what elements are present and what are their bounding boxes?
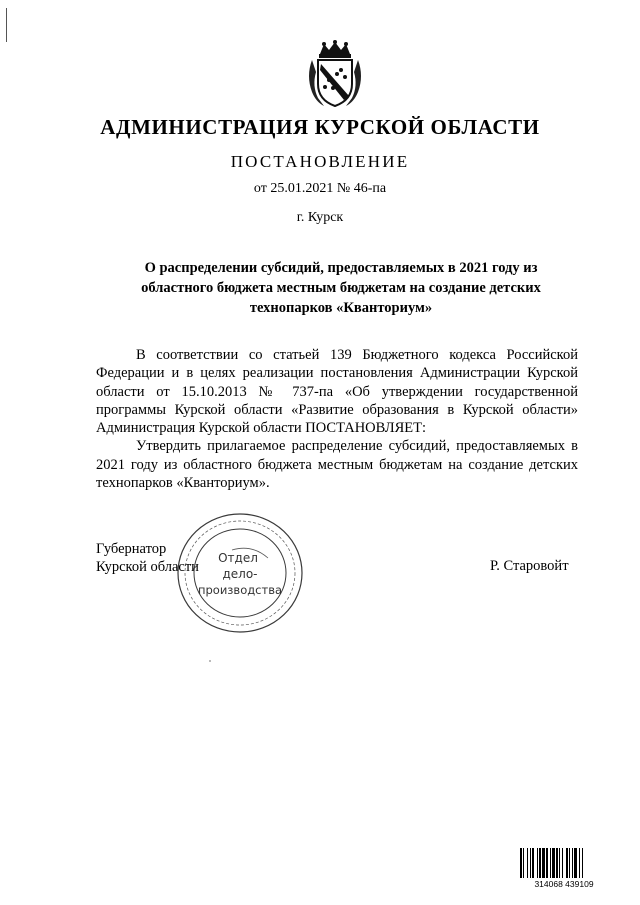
stamp-line-1: Отдел	[218, 551, 258, 565]
barcode-bar	[562, 848, 563, 878]
barcode-bar	[532, 848, 534, 878]
barcode-bar	[546, 848, 548, 878]
signer-name: Р. Старовойт	[490, 558, 569, 574]
barcode-bar	[552, 848, 555, 878]
document-city: г. Курск	[296, 210, 344, 225]
body-paragraph-2: Утвердить прилагаемое распределение субсидий, предоставляемых в 2021 году из областного бюджета местным бюджетам на создание детских технопарков «Кванториум».	[96, 438, 578, 492]
organization-title: АДМИНИСТРАЦИЯ КУРСКОЙ ОБЛАСТИ	[100, 115, 540, 139]
office-stamp	[174, 510, 306, 636]
barcode-bar	[550, 848, 551, 878]
barcode-bar	[542, 848, 545, 878]
document-type: ПОСТАНОВЛЕНИЕ	[230, 152, 410, 171]
barcode-bar	[527, 848, 528, 878]
stamp-line-2: дело-	[222, 567, 258, 581]
barcode-bars	[520, 848, 583, 878]
barcode-bar	[566, 848, 568, 878]
document-date-number: от 25.01.2021 № 46-па	[253, 181, 387, 196]
barcode-bar	[539, 848, 541, 878]
stamp-line-3: производства	[197, 583, 283, 597]
barcode-bar	[582, 848, 583, 878]
barcode-bar	[523, 848, 524, 878]
barcode-bar	[537, 848, 538, 878]
barcode-number: 314068 439109	[534, 879, 594, 889]
signer-title-line-1: Губернатор	[96, 541, 167, 557]
barcode-bar	[572, 848, 573, 878]
barcode-bar	[579, 848, 580, 878]
scan-edge-mark	[6, 8, 7, 42]
barcode-bar	[556, 848, 558, 878]
signer-title-line-2: Курской области	[96, 559, 199, 575]
document-body	[96, 346, 578, 492]
scan-dust-dot	[209, 660, 211, 662]
coat-of-arms-emblem	[306, 40, 364, 110]
barcode-bar	[574, 848, 577, 878]
document-subject: О распределении субсидий, предоставляемых в 2021 году из областного бюджета местным бюджетам на создание детских технопарков «Кванториум»	[141, 260, 541, 316]
barcode-bar	[520, 848, 522, 878]
body-paragraph-1: В соответствии со статьей 139 Бюджетного кодекса Российской Федерации и в целях реализации постановления Администрации Курской области от 15.10.2013 № 737-па «Об утверждении государственной программы Курской области «Развитие образования в Курской области» Администрация Курской области ПОСТАНОВЛЯЕТ:	[96, 347, 578, 437]
barcode-bar	[569, 848, 570, 878]
barcode	[519, 847, 609, 889]
barcode-bar	[559, 848, 560, 878]
barcode-bar	[530, 848, 531, 878]
